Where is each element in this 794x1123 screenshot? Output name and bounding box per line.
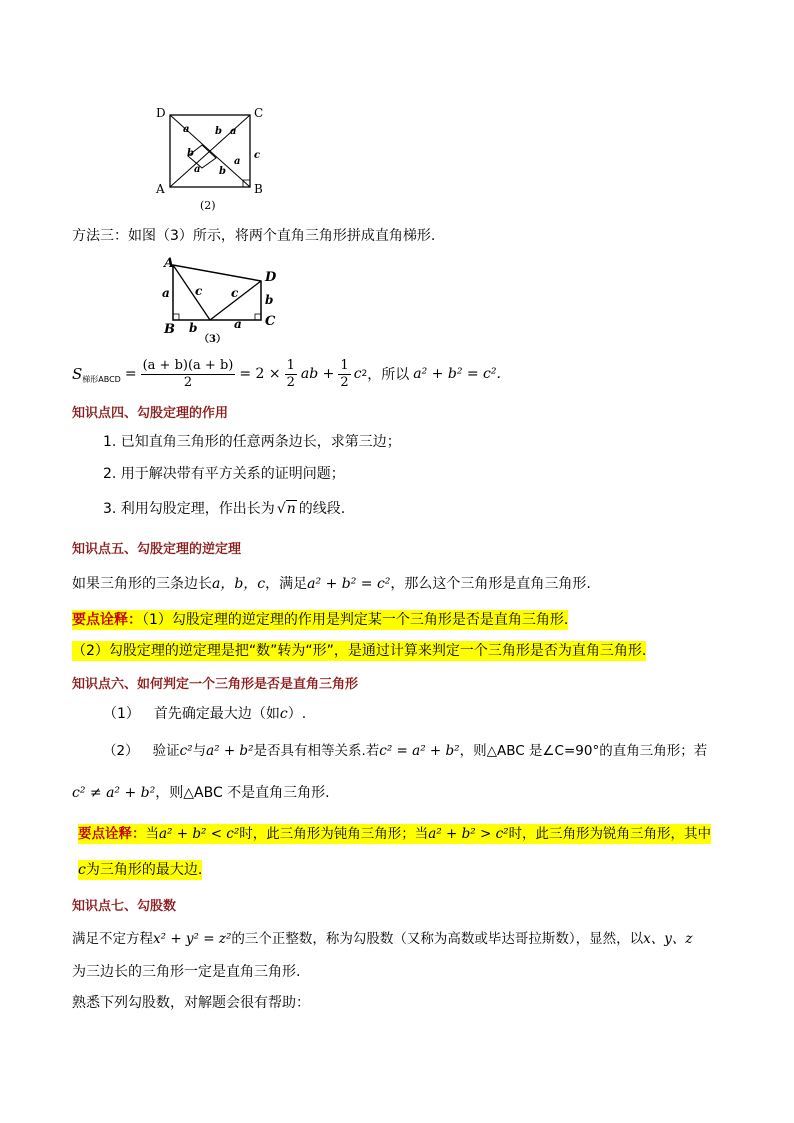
section-6-step-2-e: ，则△ABC 不是直角三角形. <box>155 785 330 801</box>
figure-3-right-angle-b <box>173 314 179 320</box>
formula-c2: c <box>353 366 362 382</box>
figure-3-label-c-right: c <box>231 286 239 300</box>
formula-ab: ab + <box>300 366 335 382</box>
formula-half-1: $\frac{1}{2}$ <box>286 357 295 390</box>
section-4-sqrt-radicand: n <box>286 501 296 517</box>
section-6-step-2 <box>103 741 707 761</box>
section-5-body-eq: a² + b² = c² <box>307 576 391 592</box>
figure-2-vertex-b: B <box>254 182 263 196</box>
section-7-body-vars: x、y、z <box>643 931 693 947</box>
section-7-body-3: 熟悉下列勾股数，对解题会很有帮助： <box>72 995 310 1011</box>
section-6-note-d: 为三角形的最大边. <box>85 862 203 878</box>
formula-so: ，所以 <box>367 367 410 383</box>
figure-3-segment-ae <box>173 265 210 320</box>
section-7-body-2: 为三边长的三角形一定是直角三角形. <box>72 964 301 980</box>
section-6-note-label: 要点诠释： <box>78 826 146 842</box>
section-6-step-2-cont <box>72 783 330 803</box>
figure-2-label-a1: a <box>183 124 190 135</box>
figure-3-caption: （3） <box>199 334 226 345</box>
formula-mid: = 2 × <box>239 366 281 382</box>
figure-2-label-b1: b <box>215 126 222 137</box>
section-6-step-1-num: （1） <box>103 706 140 722</box>
formula-eq: = <box>124 366 137 382</box>
figure-2-caption: (2) <box>200 199 216 212</box>
formula-fraction-den: 2 <box>183 374 193 390</box>
section-7-body-b: 的三个正整数，称为勾股数（又称为高数或毕达哥拉斯数），显然，以 <box>231 931 644 947</box>
section-4-item-2: 2. 用于解决带有平方关系的证明问题； <box>103 466 345 482</box>
figure-2-vertex-d: D <box>156 106 166 120</box>
section-6-note-gt: a² + b² > c² <box>428 826 509 842</box>
figure-3 <box>155 253 290 345</box>
figure-3-label-b-right: b <box>265 293 274 307</box>
formula-half-2: $\frac{1}{2}$ <box>340 357 349 390</box>
section-5-note-label: 要点诠释： <box>72 612 142 628</box>
figure-3-vertex-a: A <box>164 256 175 271</box>
figure-3-vertex-d: D <box>265 270 277 285</box>
section-6-note-b: 时，此三角形为钝角三角形；当 <box>239 826 429 842</box>
section-7-body-a: 满足不定方程 <box>72 931 153 947</box>
figure-3-trapezoid <box>173 265 261 320</box>
section-6-note-a: 当 <box>145 826 159 842</box>
section-5-note-2: （2）勾股定理的逆定理是把“数”转为“形”，是通过计算来判定一个三角形是否为直角三角形. <box>72 643 647 659</box>
figure-3-label-b-bottom: b <box>189 321 198 335</box>
section-6-step-1-end: ）. <box>287 706 307 722</box>
figure-2 <box>150 100 275 215</box>
section-5-body-mid: ，满足 <box>265 576 308 592</box>
section-6-note-c: 时，此三角形为锐角三角形，其中 <box>508 826 712 842</box>
figure-2-vertex-c: C <box>254 106 264 120</box>
formula-fraction-num: (a + b)(a + b) <box>142 357 234 373</box>
section-6-step-2-ab: a² + b² <box>206 743 254 759</box>
section-6-note-var: c <box>78 862 86 878</box>
section-5-body-post: ，那么这个三角形是直角三角形. <box>390 576 591 592</box>
section-4-title: 知识点四、勾股定理的作用 <box>72 406 229 421</box>
section-6-step-2-eq: c² = a² + b² <box>379 743 460 759</box>
section-4-item-1: 1. 已知直角三角形的任意两条边长，求第三边； <box>103 434 401 450</box>
section-5-note-1-text: （1）勾股定理的逆定理的作用是判定某一个三角形是否是直角三角形. <box>142 612 569 628</box>
figure-2-label-a3: a <box>234 156 241 167</box>
section-7-title: 知识点七、勾股数 <box>72 899 177 914</box>
section-6-step-1-text: 首先确定最大边（如 <box>153 706 280 722</box>
section-6-step-1 <box>103 704 306 724</box>
section-6-note-line-2 <box>78 860 202 880</box>
formula-s-sub: 梯形ABCD <box>82 374 121 384</box>
figure-2-vertex-a: A <box>156 182 165 196</box>
section-6-step-2-num: （2） <box>103 743 139 759</box>
trapezoid-area-formula: S $_{梯形ABCD}$ = $\frac{(a + b)(a + b)}{2}$ = 2 × $\frac{1}{2}$ ab + $\frac{1}{2}$ c 2 ，所以 a² + b² = c². <box>72 357 501 390</box>
section-6-step-2-b: 与 <box>192 743 207 759</box>
section-6-step-2-neq: c² ≠ a² + b² <box>72 785 156 801</box>
formula-result: a² + b² = c². <box>413 366 501 382</box>
section-5-body-pre: 如果三角形的三条边长 <box>72 576 212 592</box>
section-5-title: 知识点五、勾股定理的逆定理 <box>72 542 242 557</box>
figure-3-label-a-left: a <box>162 286 170 300</box>
section-5-body-vars: a，b，c <box>212 576 266 592</box>
formula-fraction <box>141 358 236 391</box>
figure-2-label-b3: b <box>219 166 226 177</box>
figure-2-label-a2: a <box>230 126 237 137</box>
method-3-text: 方法三：如图（3）所示，将两个直角三角形拼成直角梯形. <box>72 228 436 244</box>
section-4-item-3 <box>103 499 345 519</box>
section-4-item-3-pre: 3. 利用勾股定理，作出长为 <box>103 501 275 517</box>
section-6-step-2-c: 是否具有相等关系.若 <box>253 743 380 759</box>
figure-2-label-b2: b <box>187 148 194 159</box>
section-6-step-2-c2: c² <box>179 743 193 759</box>
section-5-body <box>72 574 591 594</box>
section-5-note-1 <box>72 610 568 630</box>
formula-s: S <box>72 365 83 383</box>
section-6-note-line-1 <box>78 824 711 844</box>
figure-3-vertex-c: C <box>265 314 276 329</box>
figure-3-label-c-left: c <box>195 284 203 298</box>
section-7-body-1 <box>72 929 693 949</box>
figure-2-label-c: c <box>254 150 261 161</box>
figure-3-vertex-b: B <box>164 322 175 337</box>
section-7-body-eq: x² + y² = z² <box>153 931 232 947</box>
figure-3-label-a-bottom: a <box>234 317 242 331</box>
figure-2-label-a4: a <box>194 164 201 175</box>
section-6-step-2-a: 验证 <box>152 743 180 759</box>
section-4-item-3-post: 的线段. <box>298 501 346 517</box>
figure-3-right-angle-c <box>255 314 261 320</box>
section-6-note-lt: a² + b² < c² <box>159 826 240 842</box>
section-6-title: 知识点六、如何判定一个三角形是否是直角三角形 <box>72 677 359 692</box>
section-6-step-2-d: ，则△ABC 是∠C=90°的直角三角形；若 <box>459 743 708 759</box>
section-4-sqrt: √n <box>276 501 296 517</box>
section-6-step-1-var: c <box>279 706 288 722</box>
